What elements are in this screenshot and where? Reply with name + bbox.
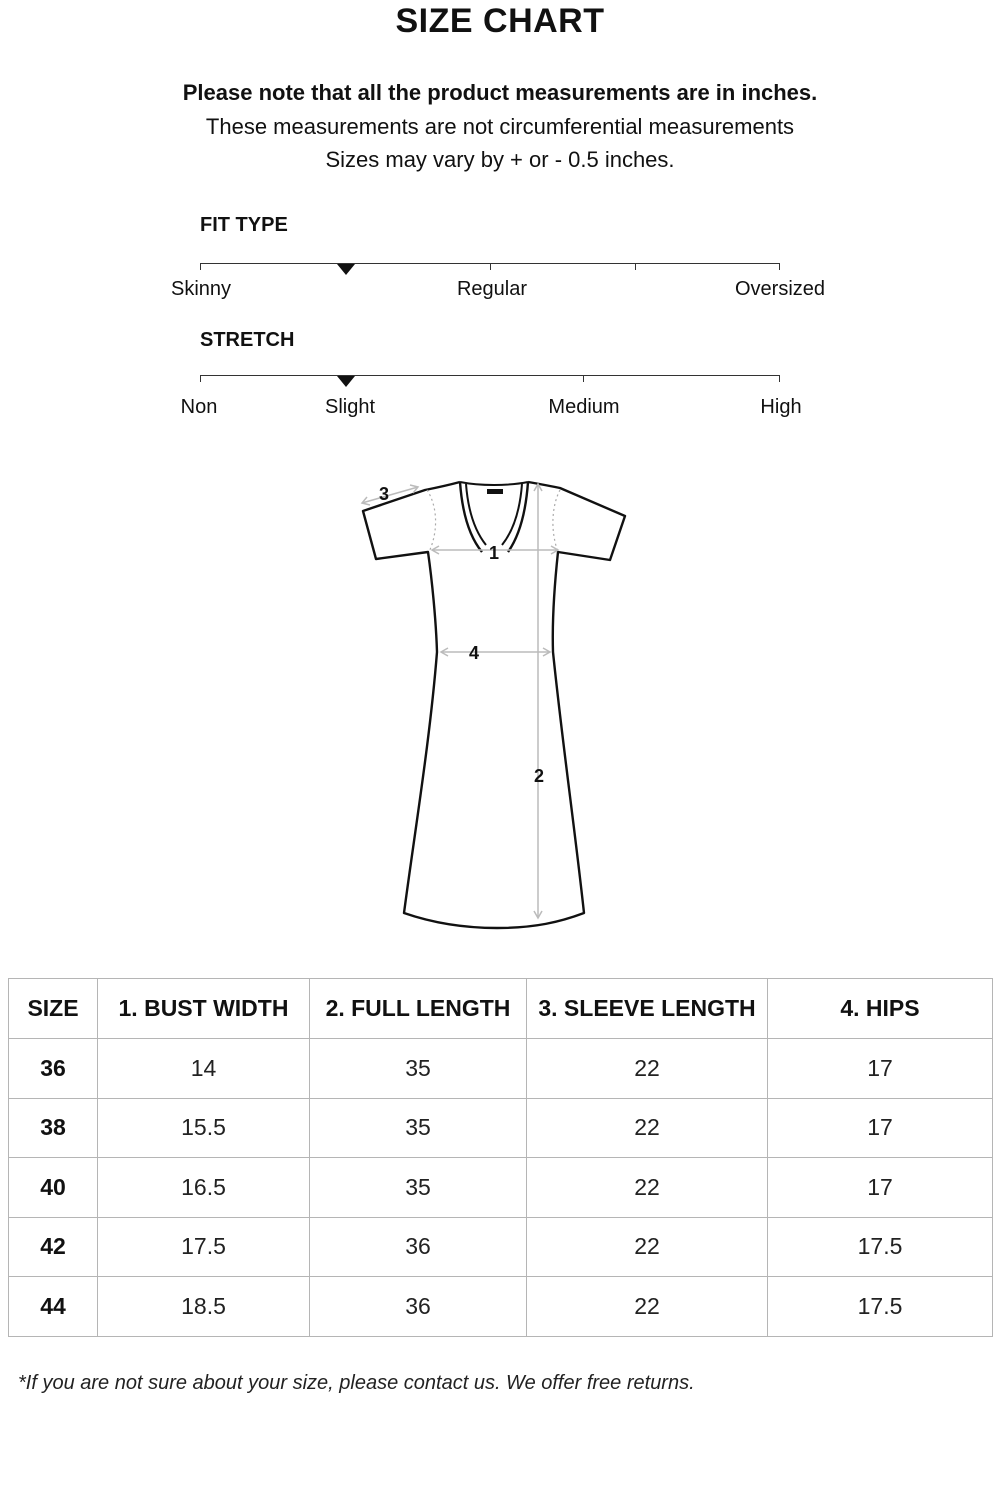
- diagram-label-bust: 1: [488, 543, 500, 563]
- stretch-tick: [779, 375, 780, 382]
- fit-type-label-regular: Regular: [456, 278, 528, 300]
- header-full-length: 2. FULL LENGTH: [310, 979, 527, 1039]
- table-row: [9, 1217, 993, 1277]
- page-title: SIZE CHART: [395, 2, 605, 40]
- fit-type-label-skinny: Skinny: [170, 278, 232, 300]
- stretch-title: STRETCH: [200, 329, 295, 351]
- fit-type-tick: [490, 263, 491, 270]
- bust-width-value: 18.5: [98, 1277, 310, 1337]
- fit-type-marker: [337, 264, 355, 275]
- armhole-seam-right: [553, 490, 560, 552]
- size-value: 44: [9, 1277, 98, 1337]
- table-row: [9, 1039, 993, 1099]
- stretch-line: [200, 375, 780, 376]
- fit-type-tick: [200, 263, 201, 270]
- header-hips: 4. HIPS: [768, 979, 993, 1039]
- measurement-note-circumferential: These measurements are not circumferential measurements: [205, 114, 795, 139]
- sleeve-length-value: 22: [527, 1217, 768, 1277]
- hips-value: 17: [768, 1098, 993, 1158]
- size-value: 42: [9, 1217, 98, 1277]
- hips-value: 17: [768, 1039, 993, 1099]
- stretch-label-high: High: [760, 396, 802, 418]
- table-row: [9, 1098, 993, 1158]
- full-length-value: 35: [310, 1158, 527, 1218]
- measurement-note-variance: Sizes may vary by + or - 0.5 inches.: [325, 147, 675, 172]
- stretch-label-slight: Slight: [324, 396, 376, 418]
- table-row: [9, 1277, 993, 1337]
- sleeve-length-value: 22: [527, 1039, 768, 1099]
- table-row: [9, 1158, 993, 1218]
- header-bust-width: 1. BUST WIDTH: [98, 979, 310, 1039]
- fit-type-tick: [779, 263, 780, 270]
- full-length-value: 36: [310, 1277, 527, 1337]
- returns-footnote: *If you are not sure about your size, please contact us. We offer free returns.: [18, 1372, 695, 1394]
- stretch-label-non: Non: [180, 396, 218, 418]
- hips-value: 17.5: [768, 1277, 993, 1337]
- full-length-value: 35: [310, 1098, 527, 1158]
- stretch-label-medium: Medium: [548, 396, 620, 418]
- header-size: SIZE: [9, 979, 98, 1039]
- fit-type-title: FIT TYPE: [200, 214, 288, 236]
- hips-value: 17.5: [768, 1217, 993, 1277]
- stretch-tick: [583, 375, 584, 382]
- fit-type-label-oversized: Oversized: [734, 278, 826, 300]
- diagram-label-length: 2: [533, 766, 545, 786]
- size-value: 40: [9, 1158, 98, 1218]
- bust-width-value: 15.5: [98, 1098, 310, 1158]
- full-length-value: 36: [310, 1217, 527, 1277]
- diagram-label-sleeve: 3: [378, 484, 390, 504]
- bust-width-value: 14: [98, 1039, 310, 1099]
- size-table: [8, 978, 993, 1337]
- bust-width-value: 16.5: [98, 1158, 310, 1218]
- table-header-row: [9, 979, 993, 1039]
- hips-value: 17: [768, 1158, 993, 1218]
- full-length-value: 35: [310, 1039, 527, 1099]
- stretch-tick: [200, 375, 201, 382]
- sleeve-length-value: 22: [527, 1098, 768, 1158]
- diagram-label-hips: 4: [468, 643, 480, 663]
- measurement-note-bold: Please note that all the product measurements are in inches.: [182, 80, 818, 105]
- size-value: 38: [9, 1098, 98, 1158]
- sleeve-length-value: 22: [527, 1277, 768, 1337]
- fit-type-tick: [635, 263, 636, 270]
- armhole-seam-left: [427, 490, 436, 552]
- size-value: 36: [9, 1039, 98, 1099]
- sleeve-length-value: 22: [527, 1158, 768, 1218]
- stretch-marker: [337, 376, 355, 387]
- dress-measurement-diagram: [340, 470, 660, 940]
- garment-tag: [487, 489, 503, 494]
- bust-width-value: 17.5: [98, 1217, 310, 1277]
- header-sleeve-length: 3. SLEEVE LENGTH: [527, 979, 768, 1039]
- collar-top: [460, 482, 528, 485]
